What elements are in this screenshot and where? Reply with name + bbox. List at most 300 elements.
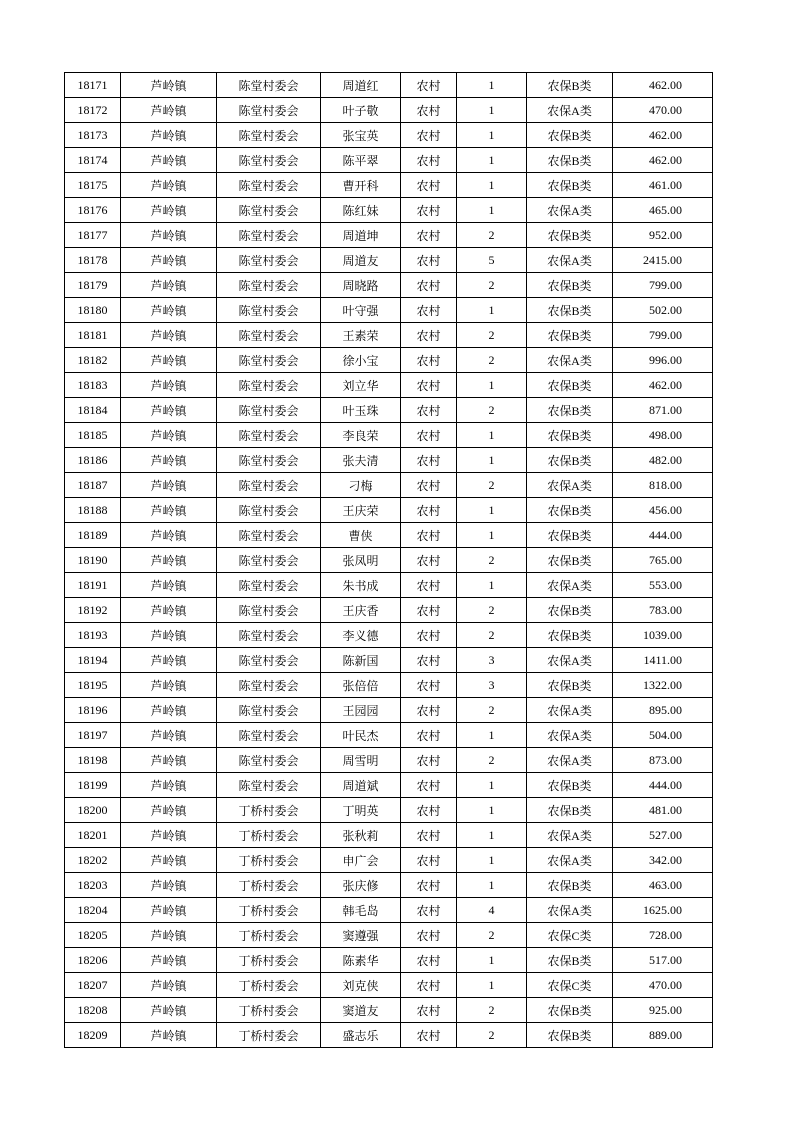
cell-person-count: 1 xyxy=(457,173,527,198)
table-row xyxy=(65,298,713,323)
cell-person-count: 1 xyxy=(457,573,527,598)
cell-person-count: 2 xyxy=(457,473,527,498)
cell-insurance-type: 农保B类 xyxy=(527,548,613,573)
cell-insurance-type: 农保B类 xyxy=(527,448,613,473)
cell-person-count: 1 xyxy=(457,123,527,148)
cell-serial-number: 18205 xyxy=(65,923,121,948)
cell-amount: 462.00 xyxy=(613,73,713,98)
cell-village-committee: 陈堂村委会 xyxy=(217,623,321,648)
cell-amount: 498.00 xyxy=(613,423,713,448)
cell-person-count: 3 xyxy=(457,648,527,673)
cell-category: 农村 xyxy=(401,373,457,398)
cell-town: 芦岭镇 xyxy=(121,523,217,548)
cell-person-count: 5 xyxy=(457,248,527,273)
cell-person-count: 1 xyxy=(457,373,527,398)
cell-village-committee: 陈堂村委会 xyxy=(217,473,321,498)
cell-serial-number: 18173 xyxy=(65,123,121,148)
cell-serial-number: 18200 xyxy=(65,798,121,823)
cell-amount: 925.00 xyxy=(613,998,713,1023)
cell-insurance-type: 农保B类 xyxy=(527,998,613,1023)
cell-person-count: 1 xyxy=(457,298,527,323)
cell-amount: 481.00 xyxy=(613,798,713,823)
table-row xyxy=(65,823,713,848)
cell-town: 芦岭镇 xyxy=(121,948,217,973)
table-row xyxy=(65,648,713,673)
cell-category: 农村 xyxy=(401,848,457,873)
cell-person-count: 1 xyxy=(457,773,527,798)
cell-amount: 783.00 xyxy=(613,598,713,623)
cell-town: 芦岭镇 xyxy=(121,148,217,173)
cell-person-count: 1 xyxy=(457,498,527,523)
table-row xyxy=(65,423,713,448)
cell-insurance-type: 农保A类 xyxy=(527,898,613,923)
cell-amount: 765.00 xyxy=(613,548,713,573)
cell-person-count: 2 xyxy=(457,698,527,723)
cell-category: 农村 xyxy=(401,498,457,523)
cell-person-name: 叶守强 xyxy=(321,298,401,323)
cell-person-count: 1 xyxy=(457,523,527,548)
table-row xyxy=(65,873,713,898)
table-row xyxy=(65,698,713,723)
cell-town: 芦岭镇 xyxy=(121,798,217,823)
cell-town: 芦岭镇 xyxy=(121,698,217,723)
cell-person-name: 王庆荣 xyxy=(321,498,401,523)
cell-village-committee: 陈堂村委会 xyxy=(217,323,321,348)
cell-village-committee: 陈堂村委会 xyxy=(217,448,321,473)
cell-village-committee: 陈堂村委会 xyxy=(217,123,321,148)
cell-category: 农村 xyxy=(401,998,457,1023)
cell-category: 农村 xyxy=(401,898,457,923)
cell-person-name: 王庆香 xyxy=(321,598,401,623)
cell-town: 芦岭镇 xyxy=(121,173,217,198)
cell-amount: 456.00 xyxy=(613,498,713,523)
cell-category: 农村 xyxy=(401,348,457,373)
table-row xyxy=(65,373,713,398)
cell-town: 芦岭镇 xyxy=(121,723,217,748)
cell-serial-number: 18196 xyxy=(65,698,121,723)
cell-town: 芦岭镇 xyxy=(121,773,217,798)
cell-village-committee: 陈堂村委会 xyxy=(217,73,321,98)
cell-serial-number: 18180 xyxy=(65,298,121,323)
cell-town: 芦岭镇 xyxy=(121,623,217,648)
table-row xyxy=(65,273,713,298)
cell-amount: 462.00 xyxy=(613,123,713,148)
cell-village-committee: 丁桥村委会 xyxy=(217,873,321,898)
cell-category: 农村 xyxy=(401,273,457,298)
cell-person-name: 韩毛岛 xyxy=(321,898,401,923)
cell-person-name: 朱书成 xyxy=(321,573,401,598)
cell-town: 芦岭镇 xyxy=(121,423,217,448)
table-row xyxy=(65,523,713,548)
cell-category: 农村 xyxy=(401,148,457,173)
cell-insurance-type: 农保B类 xyxy=(527,273,613,298)
cell-insurance-type: 农保B类 xyxy=(527,423,613,448)
cell-town: 芦岭镇 xyxy=(121,73,217,98)
cell-category: 农村 xyxy=(401,248,457,273)
cell-person-name: 窦道友 xyxy=(321,998,401,1023)
cell-village-committee: 丁桥村委会 xyxy=(217,973,321,998)
cell-person-name: 周晓路 xyxy=(321,273,401,298)
table-row xyxy=(65,798,713,823)
cell-category: 农村 xyxy=(401,798,457,823)
cell-town: 芦岭镇 xyxy=(121,548,217,573)
cell-person-count: 2 xyxy=(457,348,527,373)
table-row xyxy=(65,473,713,498)
cell-town: 芦岭镇 xyxy=(121,448,217,473)
cell-person-count: 1 xyxy=(457,973,527,998)
cell-insurance-type: 农保B类 xyxy=(527,373,613,398)
cell-insurance-type: 农保C类 xyxy=(527,973,613,998)
table-row xyxy=(65,548,713,573)
table-row xyxy=(65,973,713,998)
cell-serial-number: 18185 xyxy=(65,423,121,448)
cell-person-name: 叶民杰 xyxy=(321,723,401,748)
cell-category: 农村 xyxy=(401,548,457,573)
cell-category: 农村 xyxy=(401,648,457,673)
cell-person-count: 2 xyxy=(457,398,527,423)
table-row xyxy=(65,598,713,623)
cell-amount: 517.00 xyxy=(613,948,713,973)
cell-category: 农村 xyxy=(401,298,457,323)
cell-category: 农村 xyxy=(401,723,457,748)
cell-insurance-type: 农保B类 xyxy=(527,323,613,348)
cell-person-name: 刁梅 xyxy=(321,473,401,498)
cell-insurance-type: 农保B类 xyxy=(527,673,613,698)
cell-category: 农村 xyxy=(401,698,457,723)
cell-serial-number: 18198 xyxy=(65,748,121,773)
cell-amount: 444.00 xyxy=(613,523,713,548)
cell-amount: 728.00 xyxy=(613,923,713,948)
cell-category: 农村 xyxy=(401,423,457,448)
cell-village-committee: 陈堂村委会 xyxy=(217,573,321,598)
cell-town: 芦岭镇 xyxy=(121,748,217,773)
cell-serial-number: 18175 xyxy=(65,173,121,198)
cell-village-committee: 陈堂村委会 xyxy=(217,298,321,323)
cell-insurance-type: 农保B类 xyxy=(527,773,613,798)
table-row xyxy=(65,623,713,648)
cell-person-count: 2 xyxy=(457,1023,527,1048)
cell-serial-number: 18207 xyxy=(65,973,121,998)
cell-amount: 2415.00 xyxy=(613,248,713,273)
cell-insurance-type: 农保B类 xyxy=(527,298,613,323)
cell-category: 农村 xyxy=(401,598,457,623)
cell-person-count: 1 xyxy=(457,873,527,898)
cell-category: 农村 xyxy=(401,198,457,223)
cell-amount: 818.00 xyxy=(613,473,713,498)
cell-person-count: 1 xyxy=(457,723,527,748)
cell-person-name: 叶子敬 xyxy=(321,98,401,123)
cell-village-committee: 陈堂村委会 xyxy=(217,398,321,423)
cell-serial-number: 18199 xyxy=(65,773,121,798)
cell-amount: 502.00 xyxy=(613,298,713,323)
cell-amount: 342.00 xyxy=(613,848,713,873)
cell-person-count: 2 xyxy=(457,748,527,773)
table-row xyxy=(65,748,713,773)
cell-town: 芦岭镇 xyxy=(121,198,217,223)
cell-serial-number: 18171 xyxy=(65,73,121,98)
cell-person-name: 徐小宝 xyxy=(321,348,401,373)
cell-amount: 799.00 xyxy=(613,323,713,348)
cell-village-committee: 陈堂村委会 xyxy=(217,648,321,673)
cell-insurance-type: 农保B类 xyxy=(527,798,613,823)
cell-person-name: 张秋莉 xyxy=(321,823,401,848)
cell-serial-number: 18201 xyxy=(65,823,121,848)
cell-village-committee: 陈堂村委会 xyxy=(217,698,321,723)
cell-amount: 871.00 xyxy=(613,398,713,423)
cell-village-committee: 丁桥村委会 xyxy=(217,1023,321,1048)
cell-serial-number: 18190 xyxy=(65,548,121,573)
cell-amount: 1322.00 xyxy=(613,673,713,698)
cell-village-committee: 陈堂村委会 xyxy=(217,248,321,273)
cell-person-count: 2 xyxy=(457,623,527,648)
cell-insurance-type: 农保B类 xyxy=(527,173,613,198)
cell-person-name: 曹侠 xyxy=(321,523,401,548)
cell-serial-number: 18177 xyxy=(65,223,121,248)
table-row xyxy=(65,673,713,698)
cell-person-name: 张夫清 xyxy=(321,448,401,473)
cell-town: 芦岭镇 xyxy=(121,473,217,498)
cell-category: 农村 xyxy=(401,523,457,548)
table-row xyxy=(65,98,713,123)
cell-person-name: 叶玉珠 xyxy=(321,398,401,423)
cell-person-count: 1 xyxy=(457,198,527,223)
cell-amount: 527.00 xyxy=(613,823,713,848)
cell-town: 芦岭镇 xyxy=(121,973,217,998)
cell-village-committee: 陈堂村委会 xyxy=(217,748,321,773)
cell-town: 芦岭镇 xyxy=(121,273,217,298)
table-row xyxy=(65,348,713,373)
cell-village-committee: 陈堂村委会 xyxy=(217,598,321,623)
cell-amount: 482.00 xyxy=(613,448,713,473)
cell-person-name: 张倍倍 xyxy=(321,673,401,698)
cell-person-name: 申广会 xyxy=(321,848,401,873)
cell-town: 芦岭镇 xyxy=(121,873,217,898)
cell-insurance-type: 农保A类 xyxy=(527,473,613,498)
cell-category: 农村 xyxy=(401,98,457,123)
cell-category: 农村 xyxy=(401,673,457,698)
cell-town: 芦岭镇 xyxy=(121,823,217,848)
cell-person-name: 曹开科 xyxy=(321,173,401,198)
cell-insurance-type: 农保B类 xyxy=(527,623,613,648)
table-row xyxy=(65,148,713,173)
cell-category: 农村 xyxy=(401,323,457,348)
cell-person-count: 1 xyxy=(457,448,527,473)
cell-serial-number: 18195 xyxy=(65,673,121,698)
cell-person-name: 陈新国 xyxy=(321,648,401,673)
cell-amount: 461.00 xyxy=(613,173,713,198)
table-row xyxy=(65,223,713,248)
cell-category: 农村 xyxy=(401,73,457,98)
cell-village-committee: 陈堂村委会 xyxy=(217,773,321,798)
cell-serial-number: 18174 xyxy=(65,148,121,173)
cell-person-name: 刘克侠 xyxy=(321,973,401,998)
cell-town: 芦岭镇 xyxy=(121,348,217,373)
cell-town: 芦岭镇 xyxy=(121,573,217,598)
cell-town: 芦岭镇 xyxy=(121,598,217,623)
cell-insurance-type: 农保A类 xyxy=(527,648,613,673)
cell-person-count: 4 xyxy=(457,898,527,923)
cell-village-committee: 陈堂村委会 xyxy=(217,148,321,173)
cell-person-name: 张庆修 xyxy=(321,873,401,898)
cell-serial-number: 18184 xyxy=(65,398,121,423)
table-body xyxy=(65,73,713,1048)
cell-person-name: 周道友 xyxy=(321,248,401,273)
cell-person-count: 1 xyxy=(457,848,527,873)
cell-person-name: 窦遵强 xyxy=(321,923,401,948)
cell-person-name: 王素荣 xyxy=(321,323,401,348)
cell-town: 芦岭镇 xyxy=(121,923,217,948)
cell-serial-number: 18209 xyxy=(65,1023,121,1048)
cell-village-committee: 陈堂村委会 xyxy=(217,98,321,123)
cell-village-committee: 陈堂村委会 xyxy=(217,723,321,748)
cell-category: 农村 xyxy=(401,873,457,898)
cell-town: 芦岭镇 xyxy=(121,648,217,673)
cell-category: 农村 xyxy=(401,123,457,148)
cell-person-name: 李义德 xyxy=(321,623,401,648)
cell-village-committee: 陈堂村委会 xyxy=(217,348,321,373)
cell-serial-number: 18191 xyxy=(65,573,121,598)
cell-serial-number: 18204 xyxy=(65,898,121,923)
cell-insurance-type: 农保B类 xyxy=(527,223,613,248)
cell-amount: 504.00 xyxy=(613,723,713,748)
cell-person-count: 2 xyxy=(457,323,527,348)
cell-serial-number: 18202 xyxy=(65,848,121,873)
cell-serial-number: 18186 xyxy=(65,448,121,473)
cell-insurance-type: 农保B类 xyxy=(527,123,613,148)
cell-category: 农村 xyxy=(401,398,457,423)
cell-serial-number: 18193 xyxy=(65,623,121,648)
cell-village-committee: 陈堂村委会 xyxy=(217,173,321,198)
table-row xyxy=(65,448,713,473)
cell-village-committee: 丁桥村委会 xyxy=(217,948,321,973)
cell-insurance-type: 农保A类 xyxy=(527,698,613,723)
cell-amount: 1039.00 xyxy=(613,623,713,648)
cell-town: 芦岭镇 xyxy=(121,998,217,1023)
cell-village-committee: 丁桥村委会 xyxy=(217,848,321,873)
cell-town: 芦岭镇 xyxy=(121,498,217,523)
cell-category: 农村 xyxy=(401,773,457,798)
cell-serial-number: 18197 xyxy=(65,723,121,748)
cell-amount: 1625.00 xyxy=(613,898,713,923)
cell-amount: 470.00 xyxy=(613,98,713,123)
cell-serial-number: 18203 xyxy=(65,873,121,898)
cell-town: 芦岭镇 xyxy=(121,123,217,148)
cell-person-name: 盛志乐 xyxy=(321,1023,401,1048)
cell-person-name: 刘立华 xyxy=(321,373,401,398)
cell-amount: 952.00 xyxy=(613,223,713,248)
cell-serial-number: 18181 xyxy=(65,323,121,348)
cell-category: 农村 xyxy=(401,623,457,648)
cell-amount: 463.00 xyxy=(613,873,713,898)
cell-insurance-type: 农保A类 xyxy=(527,573,613,598)
cell-person-name: 周道斌 xyxy=(321,773,401,798)
cell-insurance-type: 农保B类 xyxy=(527,73,613,98)
cell-serial-number: 18182 xyxy=(65,348,121,373)
cell-person-name: 周道坤 xyxy=(321,223,401,248)
cell-village-committee: 丁桥村委会 xyxy=(217,823,321,848)
cell-insurance-type: 农保B类 xyxy=(527,948,613,973)
cell-amount: 462.00 xyxy=(613,373,713,398)
cell-category: 农村 xyxy=(401,473,457,498)
cell-amount: 462.00 xyxy=(613,148,713,173)
cell-insurance-type: 农保A类 xyxy=(527,98,613,123)
table-row xyxy=(65,248,713,273)
cell-amount: 444.00 xyxy=(613,773,713,798)
cell-category: 农村 xyxy=(401,223,457,248)
cell-person-count: 1 xyxy=(457,798,527,823)
table-row xyxy=(65,173,713,198)
cell-amount: 996.00 xyxy=(613,348,713,373)
cell-amount: 799.00 xyxy=(613,273,713,298)
cell-person-count: 1 xyxy=(457,948,527,973)
cell-village-committee: 陈堂村委会 xyxy=(217,423,321,448)
cell-village-committee: 陈堂村委会 xyxy=(217,223,321,248)
cell-insurance-type: 农保B类 xyxy=(527,873,613,898)
cell-category: 农村 xyxy=(401,573,457,598)
cell-person-count: 2 xyxy=(457,273,527,298)
cell-village-committee: 陈堂村委会 xyxy=(217,273,321,298)
cell-category: 农村 xyxy=(401,748,457,773)
cell-insurance-type: 农保B类 xyxy=(527,523,613,548)
table-row xyxy=(65,948,713,973)
cell-amount: 1411.00 xyxy=(613,648,713,673)
table-row xyxy=(65,848,713,873)
cell-amount: 889.00 xyxy=(613,1023,713,1048)
cell-person-name: 周雪明 xyxy=(321,748,401,773)
cell-insurance-type: 农保B类 xyxy=(527,148,613,173)
cell-insurance-type: 农保B类 xyxy=(527,398,613,423)
cell-town: 芦岭镇 xyxy=(121,248,217,273)
cell-town: 芦岭镇 xyxy=(121,223,217,248)
cell-amount: 553.00 xyxy=(613,573,713,598)
cell-village-committee: 丁桥村委会 xyxy=(217,898,321,923)
cell-village-committee: 陈堂村委会 xyxy=(217,548,321,573)
cell-person-name: 陈素华 xyxy=(321,948,401,973)
table-row xyxy=(65,323,713,348)
cell-category: 农村 xyxy=(401,173,457,198)
cell-town: 芦岭镇 xyxy=(121,673,217,698)
cell-person-name: 李良荣 xyxy=(321,423,401,448)
cell-person-count: 2 xyxy=(457,998,527,1023)
cell-category: 农村 xyxy=(401,1023,457,1048)
table-row xyxy=(65,398,713,423)
cell-person-name: 张凤明 xyxy=(321,548,401,573)
cell-village-committee: 陈堂村委会 xyxy=(217,673,321,698)
cell-amount: 895.00 xyxy=(613,698,713,723)
cell-village-committee: 丁桥村委会 xyxy=(217,798,321,823)
cell-village-committee: 陈堂村委会 xyxy=(217,523,321,548)
cell-person-name: 张宝英 xyxy=(321,123,401,148)
cell-serial-number: 18183 xyxy=(65,373,121,398)
cell-insurance-type: 农保A类 xyxy=(527,348,613,373)
cell-serial-number: 18179 xyxy=(65,273,121,298)
cell-serial-number: 18188 xyxy=(65,498,121,523)
cell-village-committee: 陈堂村委会 xyxy=(217,498,321,523)
subsidy-roster-table xyxy=(64,72,713,1048)
cell-amount: 465.00 xyxy=(613,198,713,223)
cell-village-committee: 陈堂村委会 xyxy=(217,373,321,398)
cell-person-name: 周道红 xyxy=(321,73,401,98)
cell-serial-number: 18187 xyxy=(65,473,121,498)
table-row xyxy=(65,1023,713,1048)
cell-serial-number: 18192 xyxy=(65,598,121,623)
cell-village-committee: 丁桥村委会 xyxy=(217,998,321,1023)
cell-serial-number: 18194 xyxy=(65,648,121,673)
cell-person-name: 陈红妹 xyxy=(321,198,401,223)
table-row xyxy=(65,773,713,798)
cell-insurance-type: 农保A类 xyxy=(527,748,613,773)
cell-category: 农村 xyxy=(401,923,457,948)
